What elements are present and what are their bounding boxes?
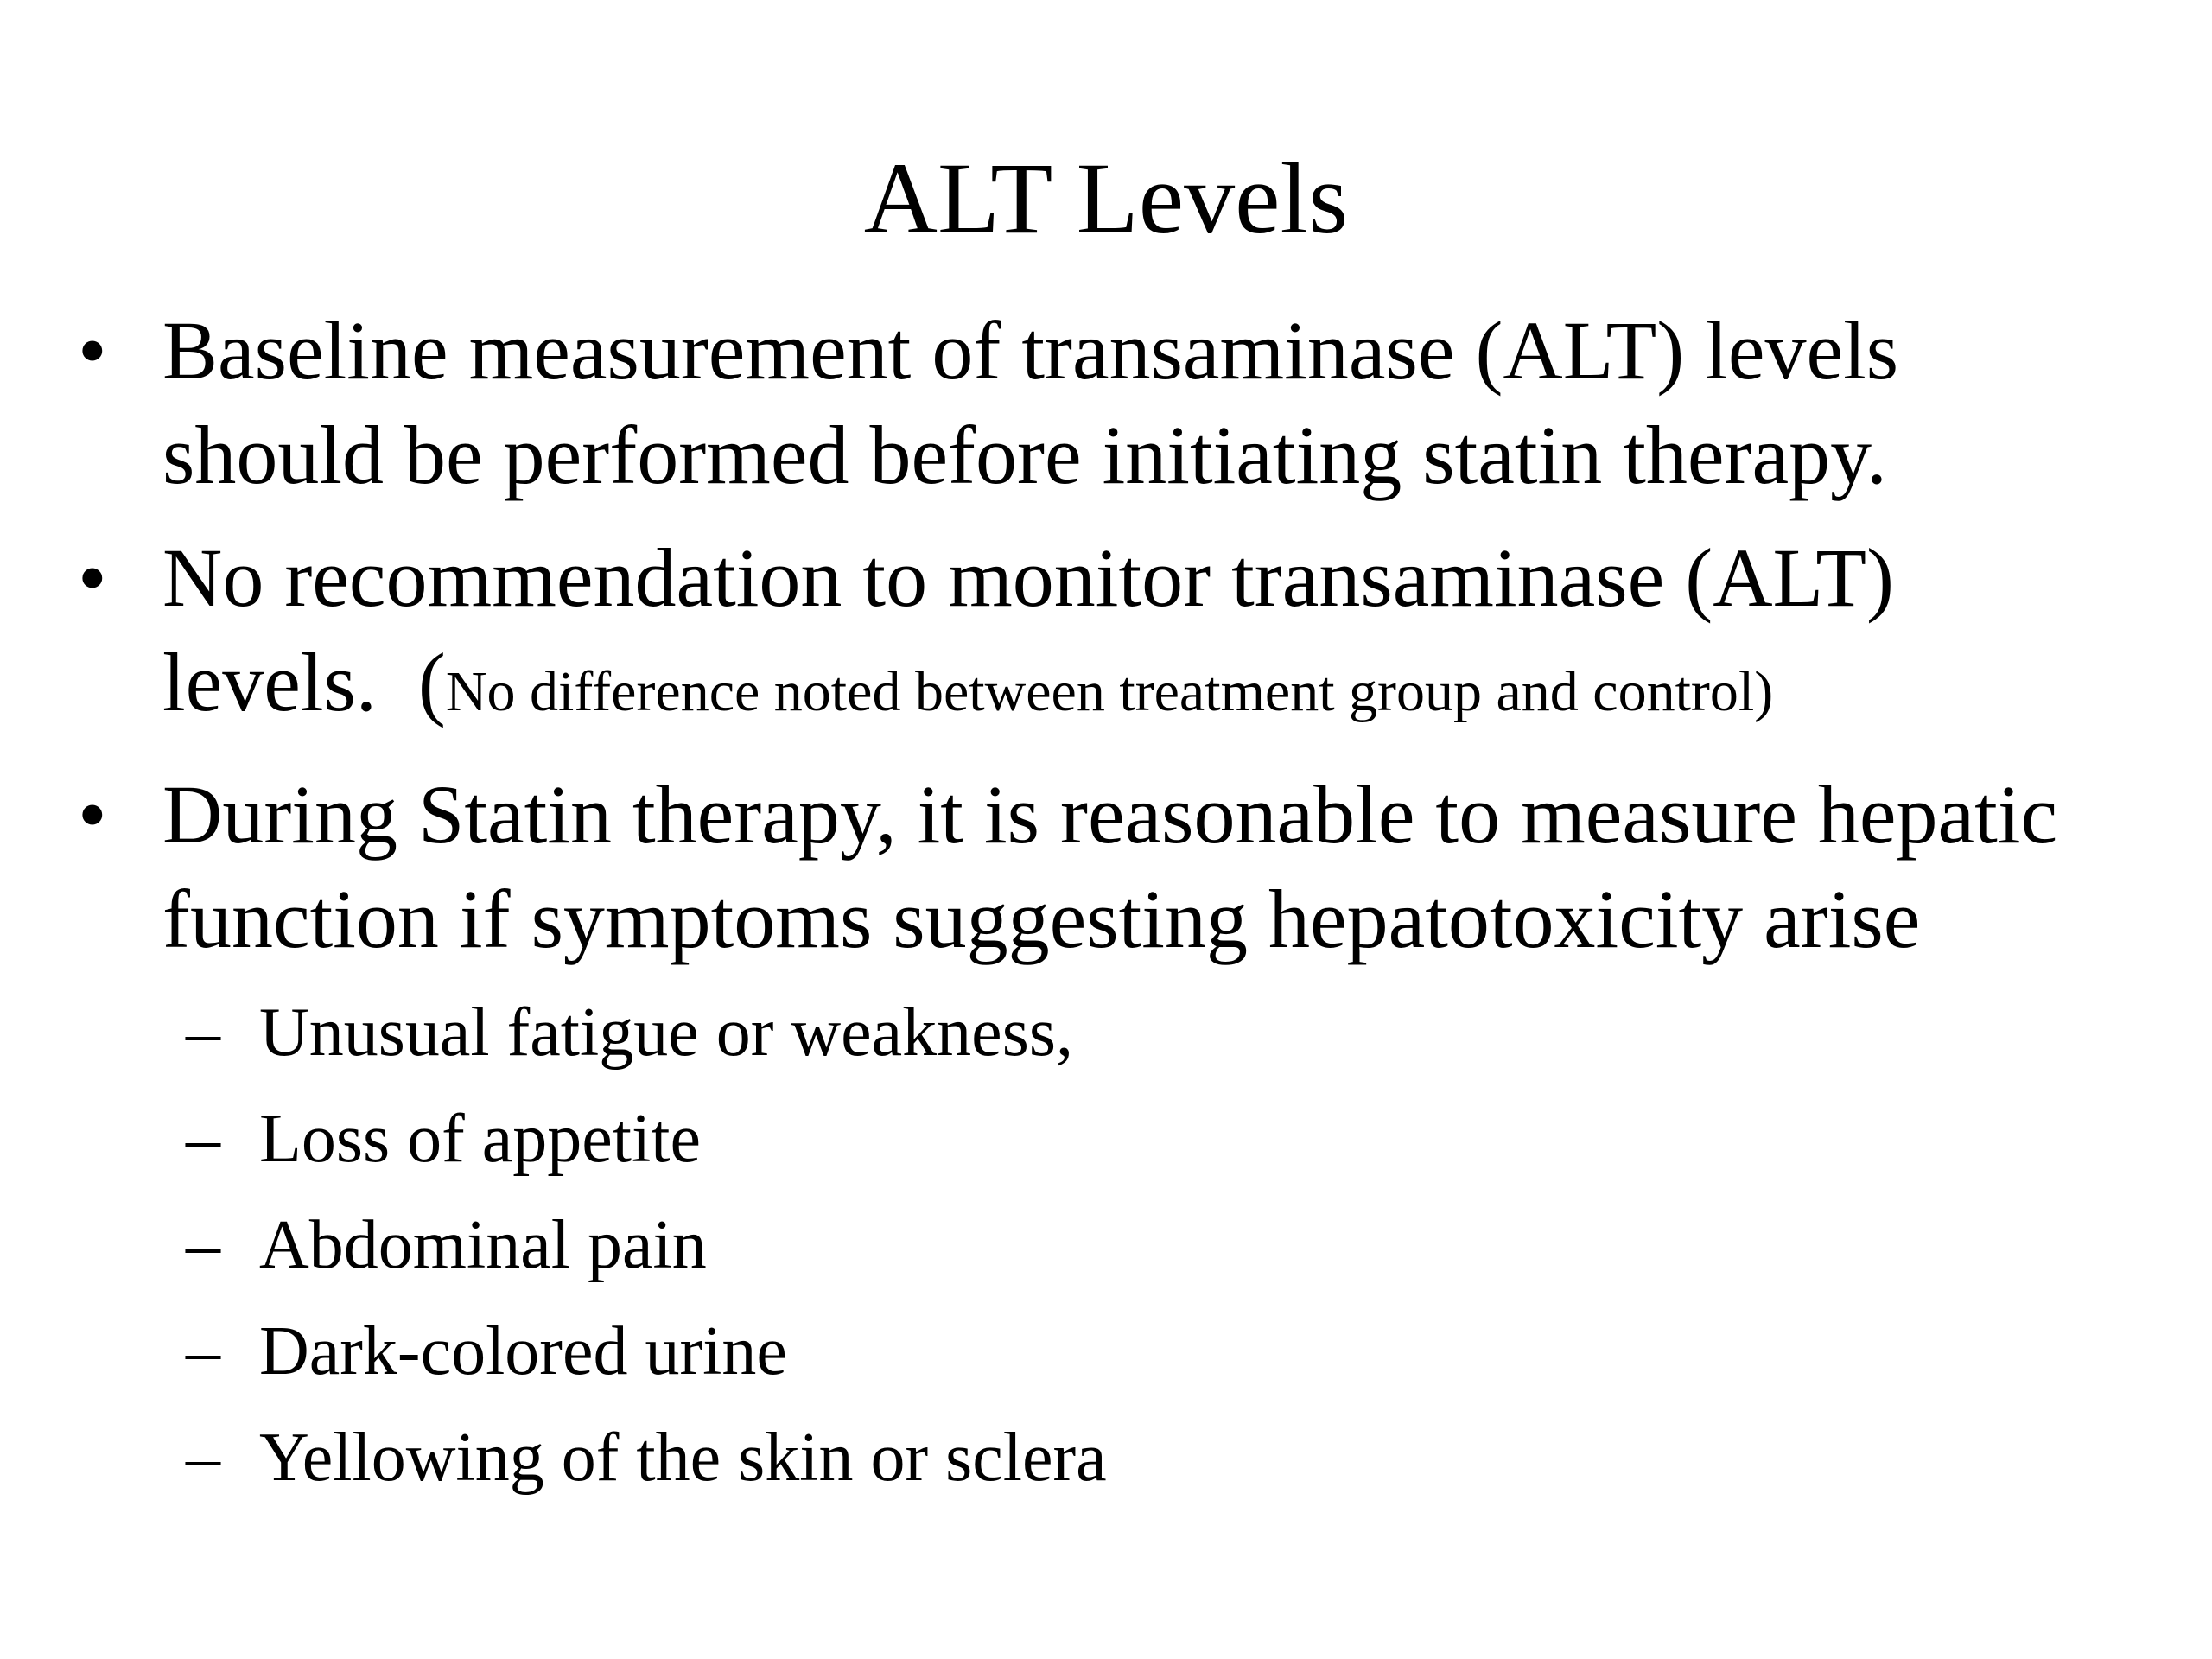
bullet-text-line: Baseline measurement of transaminase (ALT) levels — [162, 304, 1899, 397]
symptom-item — [78, 1192, 2186, 1299]
bullet-text-line: No recommendation to monitor transaminase (ALT) — [162, 531, 1894, 624]
symptom-text: Loss of appetite — [259, 1101, 701, 1177]
bullet-note: No difference noted between treatment group and control) — [445, 660, 1774, 723]
symptom-text: Dark-colored urine — [259, 1313, 787, 1389]
symptom-text: Abdominal pain — [259, 1207, 707, 1283]
dash-icon: – — [186, 1420, 220, 1496]
bullet-text-line: During Statin therapy, it is reasonable to measure hepatic — [162, 768, 2058, 861]
symptom-item — [78, 1086, 2186, 1192]
dash-icon: – — [186, 1313, 220, 1389]
bullet-dot-icon: • — [78, 768, 107, 861]
symptom-text: Yellowing of the skin or sclera — [259, 1420, 1107, 1496]
dash-icon: – — [186, 1101, 220, 1177]
bullet-dot-icon: • — [78, 304, 107, 397]
bullet-item-no-monitoring — [78, 525, 2186, 744]
symptom-item — [78, 980, 2186, 1086]
bullet-text-line: levels. ( — [162, 636, 446, 728]
bullet-item-hepatic-function — [78, 762, 2186, 1511]
bullet-dot-icon: • — [78, 531, 107, 624]
bullet-item-baseline — [78, 298, 2186, 507]
symptom-item — [78, 1299, 2186, 1405]
symptom-text: Unusual fatigue or weakness, — [259, 995, 1073, 1071]
bullet-text-line: should be performed before initiating statin therapy. — [162, 409, 1887, 501]
dash-icon: – — [186, 995, 220, 1071]
dash-icon: – — [186, 1207, 220, 1283]
bullet-text-line: function if symptoms suggesting hepatotoxicity arise — [162, 873, 1921, 965]
slide-title: ALT Levels — [863, 142, 1349, 255]
symptom-item — [78, 1405, 2186, 1511]
bullet-list — [78, 298, 2186, 1529]
symptom-list — [162, 980, 2186, 1511]
